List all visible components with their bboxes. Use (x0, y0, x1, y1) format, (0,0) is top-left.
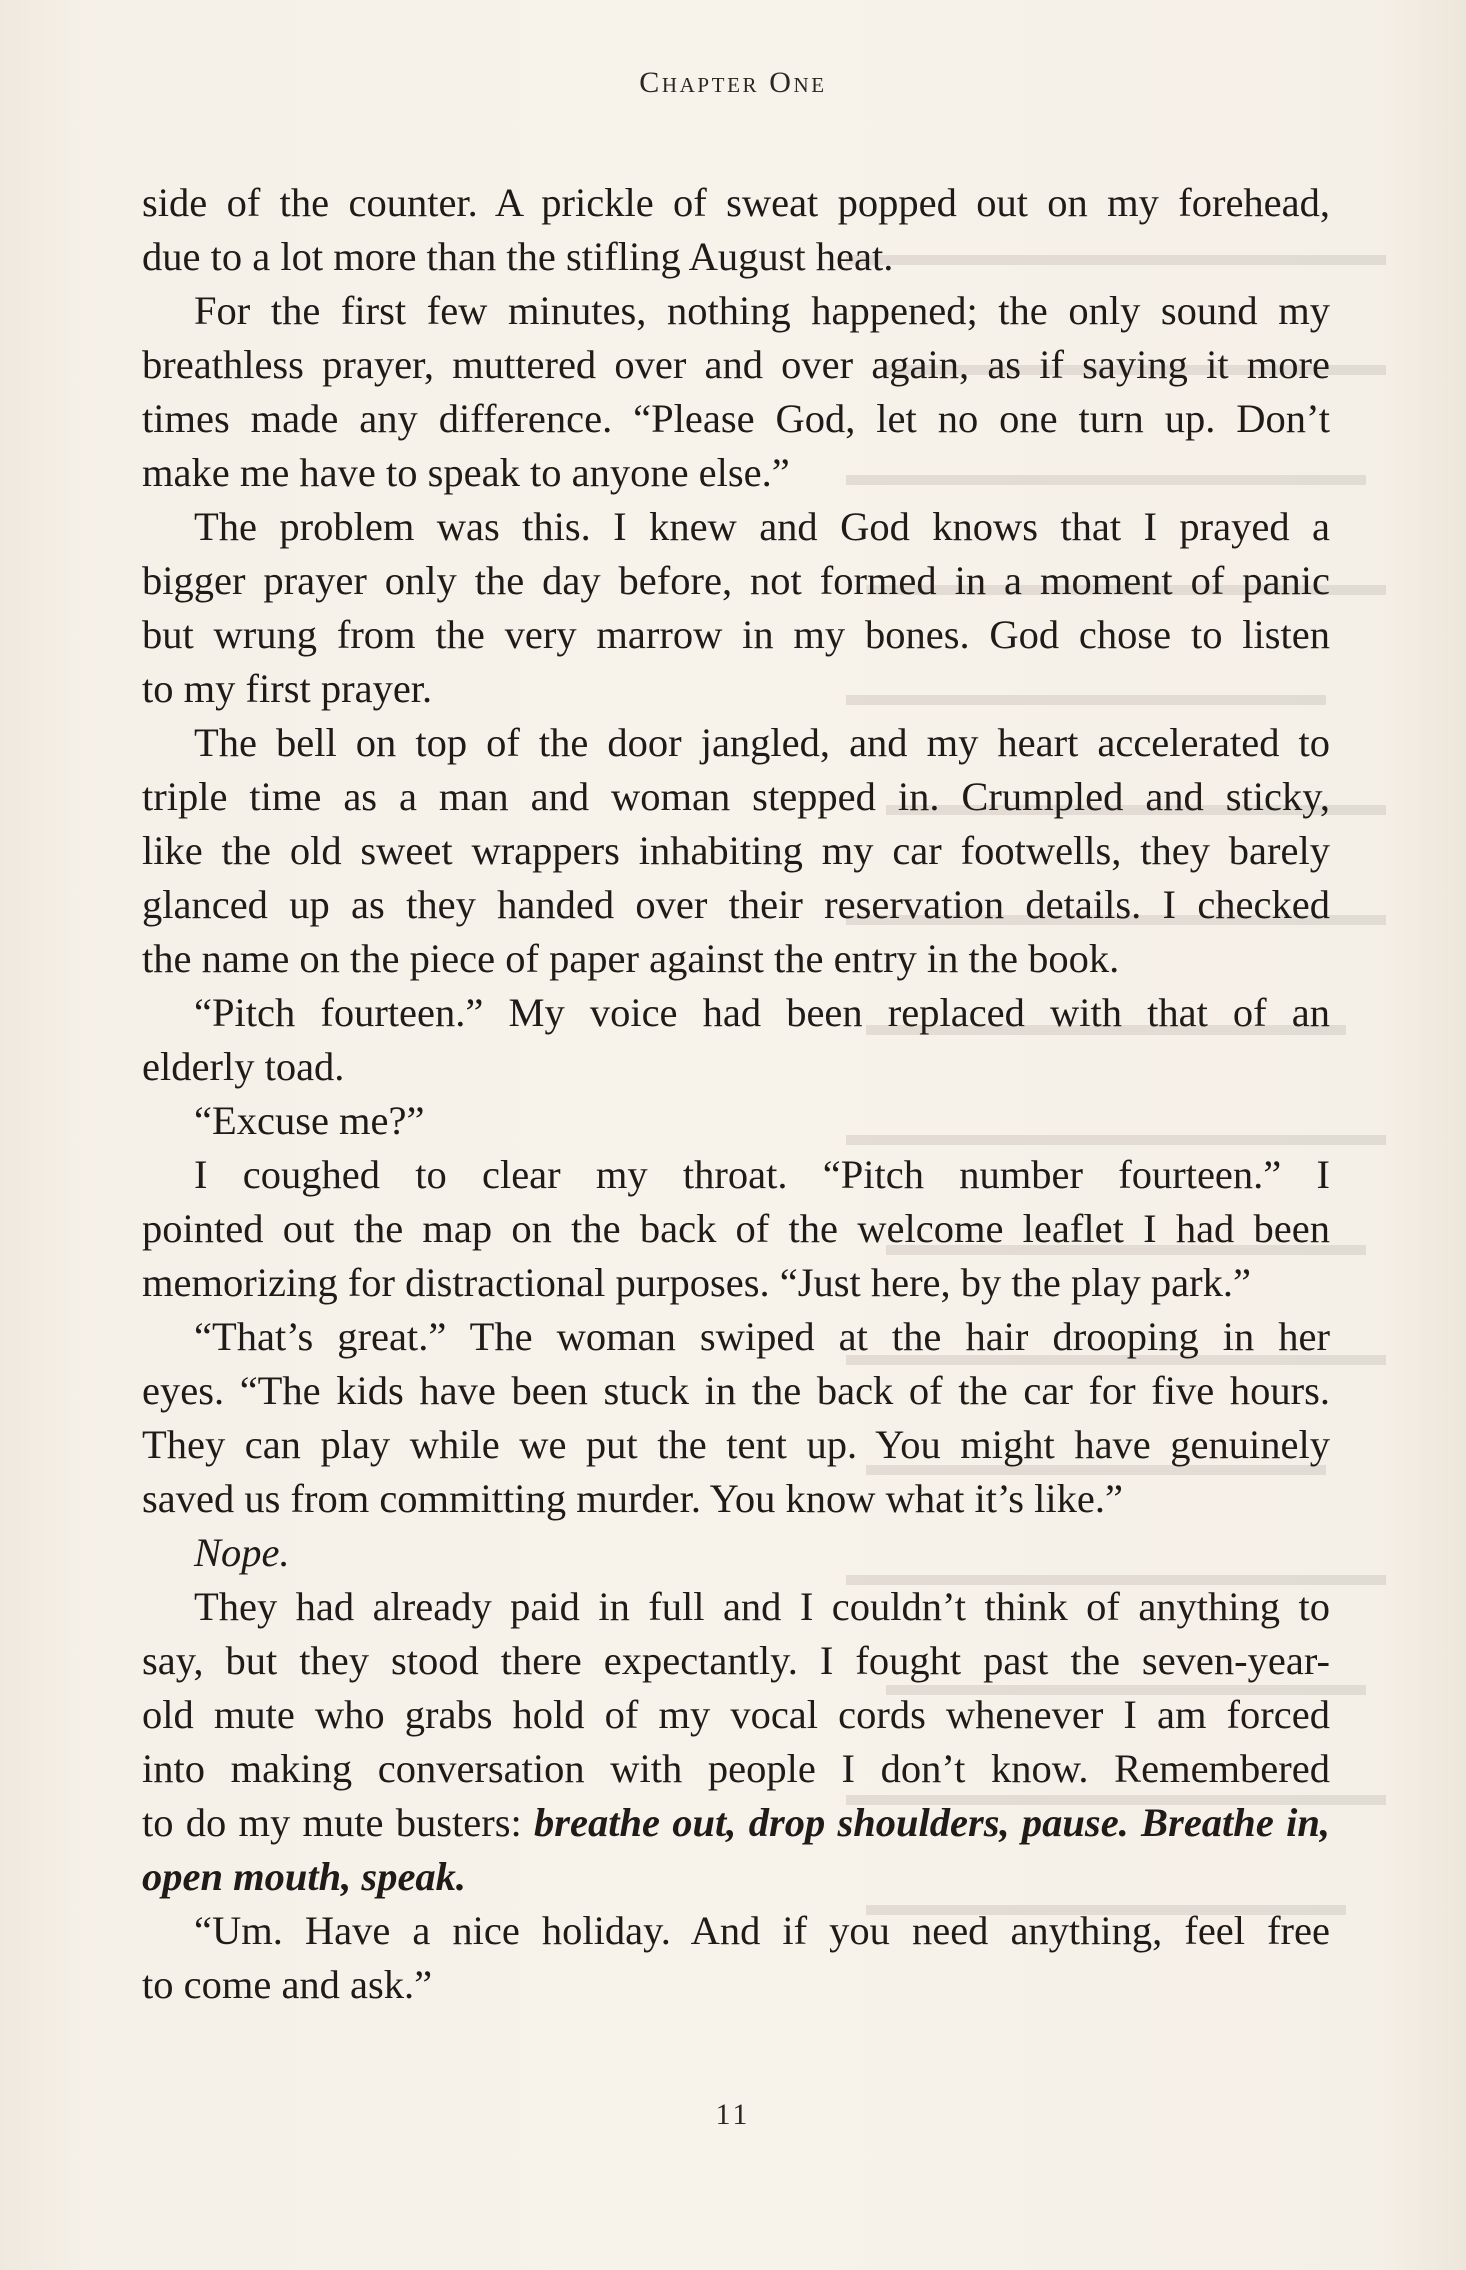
emphasis-run: open mouth, speak. (142, 1854, 467, 1899)
text-line: the name on the piece of paper against the entry in the book. (142, 936, 1120, 981)
text-line: say, but they stood there expectantly. I fought past the seven-year- (142, 1638, 1330, 1683)
text-line: like the old sweet wrappers inhabiting my car footwells, they barely (142, 828, 1330, 873)
text-line: elderly toad. (142, 1044, 345, 1089)
text-line: bigger prayer only the day before, not formed in a moment of panic (142, 558, 1330, 603)
text-run: to do my mute busters: (142, 1800, 535, 1845)
text-line: I coughed to clear my throat. “Pitch number fourteen.” I (194, 1152, 1330, 1197)
text-line: “Excuse me?” (194, 1098, 425, 1143)
text-line: to my first prayer. (142, 666, 433, 711)
text-line: The problem was this. I knew and God knows that I prayed a (194, 504, 1330, 549)
text-line: but wrung from the very marrow in my bones. God chose to listen (142, 612, 1330, 657)
text-line: into making conversation with people I don’t know. Remembered (142, 1746, 1330, 1791)
page-number: 11 (715, 2098, 751, 2131)
text-line: The bell on top of the door jangled, and my heart accelerated to (194, 720, 1330, 765)
text-line: due to a lot more than the stifling August heat. (142, 234, 894, 279)
text-line: breathless prayer, muttered over and over again, as if saying it more (142, 342, 1330, 387)
text-line: “That’s great.” The woman swiped at the hair drooping in her (194, 1314, 1330, 1359)
text-line: side of the counter. A prickle of sweat popped out on my forehead, (142, 180, 1330, 225)
text-line: eyes. “The kids have been stuck in the back of the car for five hours. (142, 1368, 1330, 1413)
text-line: to come and ask.” (142, 1962, 433, 2007)
text-line: They had already paid in full and I couldn’t think of anything to (194, 1584, 1330, 1629)
text-line: memorizing for distractional purposes. “Just here, by the play park.” (142, 1260, 1251, 1305)
text-line: “Um. Have a nice holiday. And if you need anything, feel free (194, 1908, 1330, 1953)
emphasis-run: breathe out, drop shoulders, pause. Breathe in, (534, 1800, 1330, 1845)
text-line: pointed out the map on the back of the welcome leaflet I had been (142, 1206, 1330, 1251)
text-line: For the first few minutes, nothing happened; the only sound my (194, 288, 1330, 333)
text-line: saved us from committing murder. You know what it’s like.” (142, 1476, 1123, 1521)
text-line: make me have to speak to anyone else.” (142, 450, 790, 495)
text-line: “Pitch fourteen.” My voice had been replaced with that of an (194, 990, 1330, 1035)
text-line: glanced up as they handed over their reservation details. I checked (142, 882, 1330, 927)
text-line (142, 1796, 1330, 1850)
text-line: triple time as a man and woman stepped in. Crumpled and sticky, (142, 774, 1330, 819)
body-text (142, 176, 1330, 2012)
text-line (142, 1850, 1330, 1904)
text-line: times made any difference. “Please God, let no one turn up. Don’t (142, 396, 1330, 441)
text-line: Nope. (194, 1530, 290, 1575)
text-line: They can play while we put the tent up. You might have genuinely (142, 1422, 1330, 1467)
text-line: old mute who grabs hold of my vocal cords whenever I am forced (142, 1692, 1330, 1737)
running-head: Chapter One (639, 66, 827, 99)
